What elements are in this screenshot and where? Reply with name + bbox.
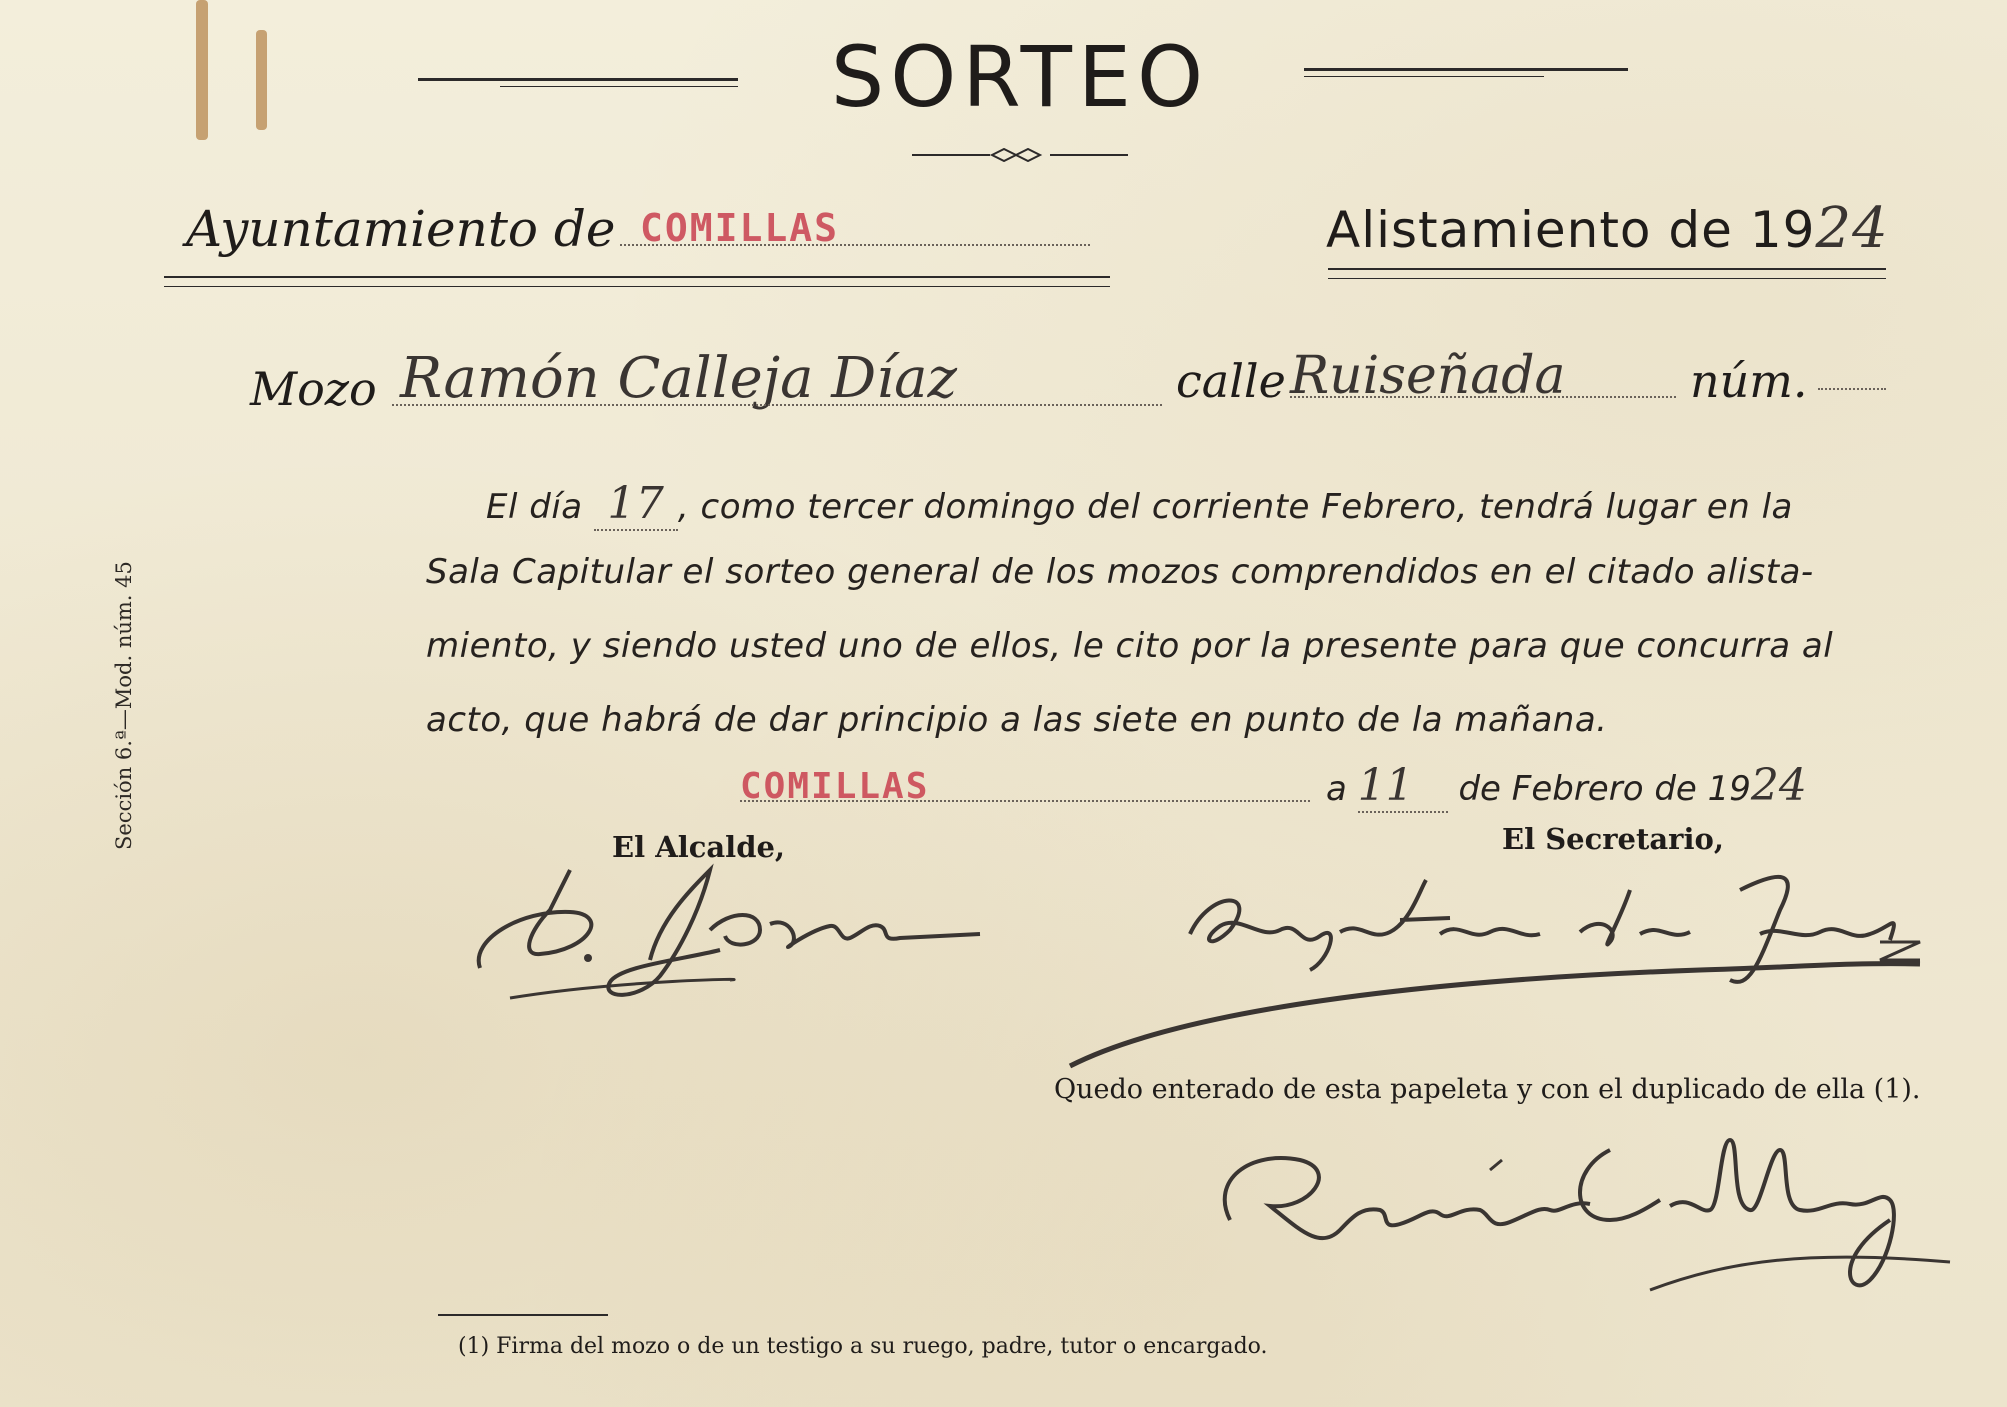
title-rule-right-thin xyxy=(1304,76,1544,77)
date-year-handwritten: 24 xyxy=(1750,760,1807,811)
alistamiento-text: Alistamiento de 19 xyxy=(1326,201,1816,259)
mozo-signature xyxy=(1190,1110,1970,1310)
calle-dotline xyxy=(1290,396,1676,398)
alcalde-label: El Alcalde, xyxy=(612,830,786,864)
dia-handwritten: 17 xyxy=(594,478,678,531)
rust-stain xyxy=(256,30,267,130)
calle-handwritten: Ruiseñada xyxy=(1290,346,1566,406)
mozo-name-handwritten: Ramón Calleja Díaz xyxy=(400,346,957,411)
municipio-stamp: COMILLAS xyxy=(640,206,840,250)
num-dotline xyxy=(1818,388,1886,390)
date-line xyxy=(1326,760,1807,813)
ornament-divider-icon xyxy=(912,148,1128,162)
body-line-1 xyxy=(486,478,1793,531)
footnote-text: (1) Firma del mozo o de un testigo a su ruego, padre, tutor o encargado. xyxy=(458,1334,1268,1359)
ayuntamiento-label: Ayuntamiento de xyxy=(186,200,616,258)
date-month-year: de Febrero de 19 xyxy=(1458,769,1751,809)
footnote-rule xyxy=(438,1314,608,1316)
document-title: SORTEO xyxy=(830,28,1210,126)
alistamiento-underline-thin xyxy=(1328,278,1886,279)
place-stamp: COMILLAS xyxy=(740,766,930,807)
date-a: a xyxy=(1326,769,1347,809)
body-line-2: Sala Capitular el sorteo general de los mozos comprendidos en el citado alista- xyxy=(426,552,1814,592)
alistamiento-year-handwritten: 24 xyxy=(1815,196,1889,261)
alistamiento-label xyxy=(1326,196,1889,261)
form-reference-vertical: Sección 6.ª—Mod. núm. 45 xyxy=(112,561,136,850)
calle-label: calle xyxy=(1176,354,1286,408)
mozo-dotline xyxy=(392,404,1162,406)
ayuntamiento-underline-thin xyxy=(164,286,1110,287)
body-line-1-post: , como tercer domingo del corriente Febrero, tendrá lugar en la xyxy=(677,487,1793,527)
body-line-1-pre: El día xyxy=(486,487,583,527)
rust-stain xyxy=(196,0,208,140)
body-line-4: acto, que habrá de dar principio a las siete en punto de la mañana. xyxy=(426,700,1608,740)
title-rule-right xyxy=(1304,68,1628,71)
mozo-label: Mozo xyxy=(250,362,377,416)
title-rule-left-thin xyxy=(500,86,738,87)
num-label: núm. xyxy=(1690,354,1808,408)
body-line-3: miento, y siendo usted uno de ellos, le cito por la presente para que concurra al xyxy=(426,626,1834,666)
ayuntamiento-underline xyxy=(164,276,1110,278)
secretario-label: El Secretario, xyxy=(1502,822,1724,856)
place-dotline xyxy=(740,800,1310,802)
secretario-signature xyxy=(1060,850,1940,1080)
date-day-handwritten: 11 xyxy=(1358,760,1448,813)
alcalde-signature xyxy=(460,850,1000,1010)
acknowledgement-text: Quedo enterado de esta papeleta y con el duplicado de ella (1). xyxy=(1054,1074,1921,1105)
alistamiento-underline xyxy=(1328,268,1886,270)
title-rule-left xyxy=(418,78,738,81)
